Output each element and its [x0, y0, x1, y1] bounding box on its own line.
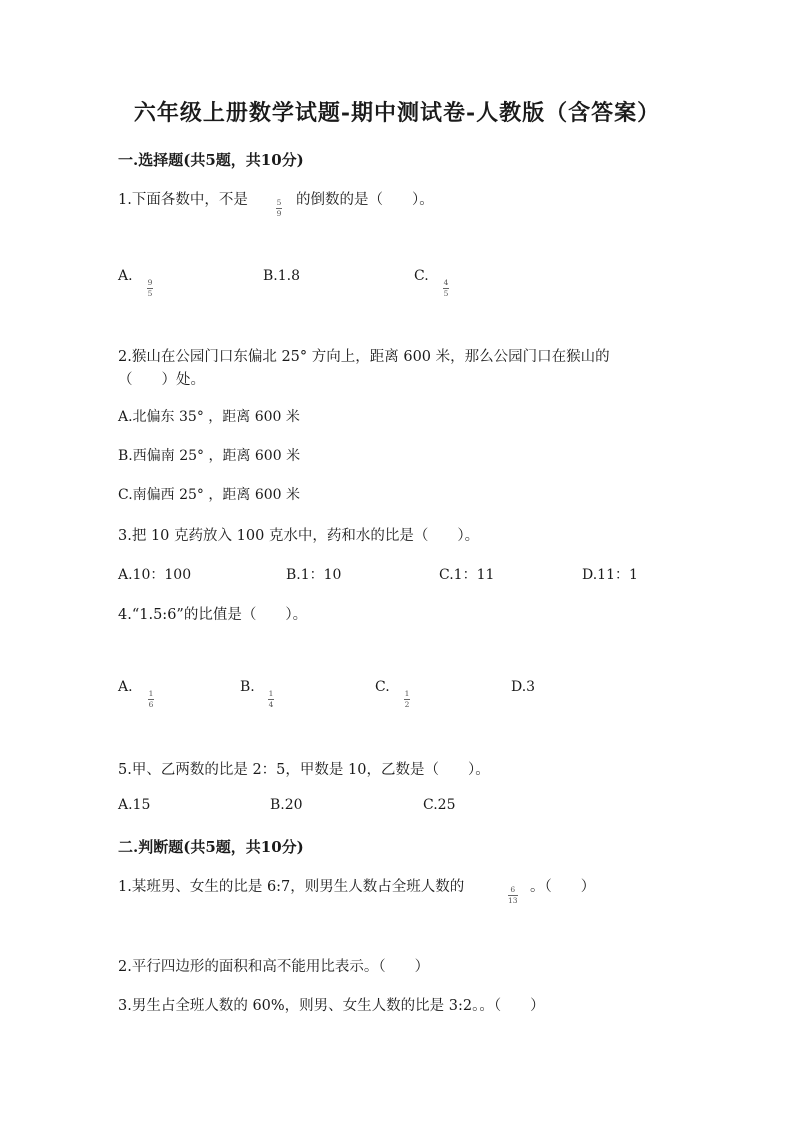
option-b: B.西偏南 25° ，距离 600 米: [118, 448, 301, 464]
option-d: D.11：1: [582, 567, 638, 583]
question-2-line1: 2.猴山在公园门口东偏北 25° 方向上，距离 600 米，那么公园门口在猴山的: [118, 349, 610, 365]
fraction-4-5: 4 5: [443, 278, 449, 298]
option-a-label: A.: [118, 679, 133, 695]
page-title: 六年级上册数学试题-期中测试卷-人教版（含答案）: [133, 100, 661, 126]
judgement-3: 3.男生占全班人数的 60%，则男、女生人数的比是 3:2。。（ ）: [118, 998, 545, 1014]
option-b: B.1：10: [286, 567, 342, 583]
option-a: A.10：100: [118, 567, 192, 583]
question-5: 5.甲、乙两数的比是 2：5，甲数是 10，乙数是（ ）。: [118, 762, 490, 778]
option-d: D.3: [511, 679, 536, 695]
fraction-9-5: 9 5: [147, 278, 153, 298]
option-c-label: C.: [414, 268, 429, 284]
section-heading-choice: 一.选择题(共5题，共10分): [118, 151, 304, 169]
option-b-label: B.: [240, 679, 255, 695]
fraction-1-4: 1 4: [268, 689, 274, 709]
fraction-5-9: 5 9: [276, 198, 282, 218]
question-1-prefix: 1.下面各数中，不是: [118, 192, 248, 208]
option-c-label: C.: [375, 679, 390, 695]
option-c: C.25: [423, 797, 456, 813]
fraction-1-6: 1 6: [148, 689, 154, 709]
option-c: C.南偏西 25° ，距离 600 米: [118, 487, 300, 503]
judgement-1-suffix: 。（ ）: [530, 879, 596, 895]
option-a-label: A.: [118, 268, 133, 284]
option-b: B.20: [270, 797, 303, 813]
option-a: A.北偏东 35° ，距离 600 米: [118, 409, 300, 425]
option-b: B.1.8: [263, 268, 301, 284]
section-heading-judgement: 二.判断题(共5题，共10分): [118, 838, 304, 856]
question-1-suffix: 的倒数的是（ ）。: [296, 192, 434, 208]
option-a: A.15: [118, 797, 151, 813]
question-2-line2: （ ）处。: [118, 372, 205, 388]
judgement-1-prefix: 1.某班男、女生的比是 6:7，则男生人数占全班人数的: [118, 879, 465, 895]
option-c: C.1：11: [439, 567, 495, 583]
judgement-2: 2.平行四边形的面积和高不能用比表示。（ ）: [118, 959, 430, 975]
question-4: 4.“1.5:6”的比值是（ ）。: [118, 607, 308, 623]
question-3: 3.把 10 克药放入 100 克水中，药和水的比是（ ）。: [118, 528, 480, 544]
fraction-6-13: 6 13: [508, 885, 518, 905]
fraction-1-2: 1 2: [404, 689, 410, 709]
